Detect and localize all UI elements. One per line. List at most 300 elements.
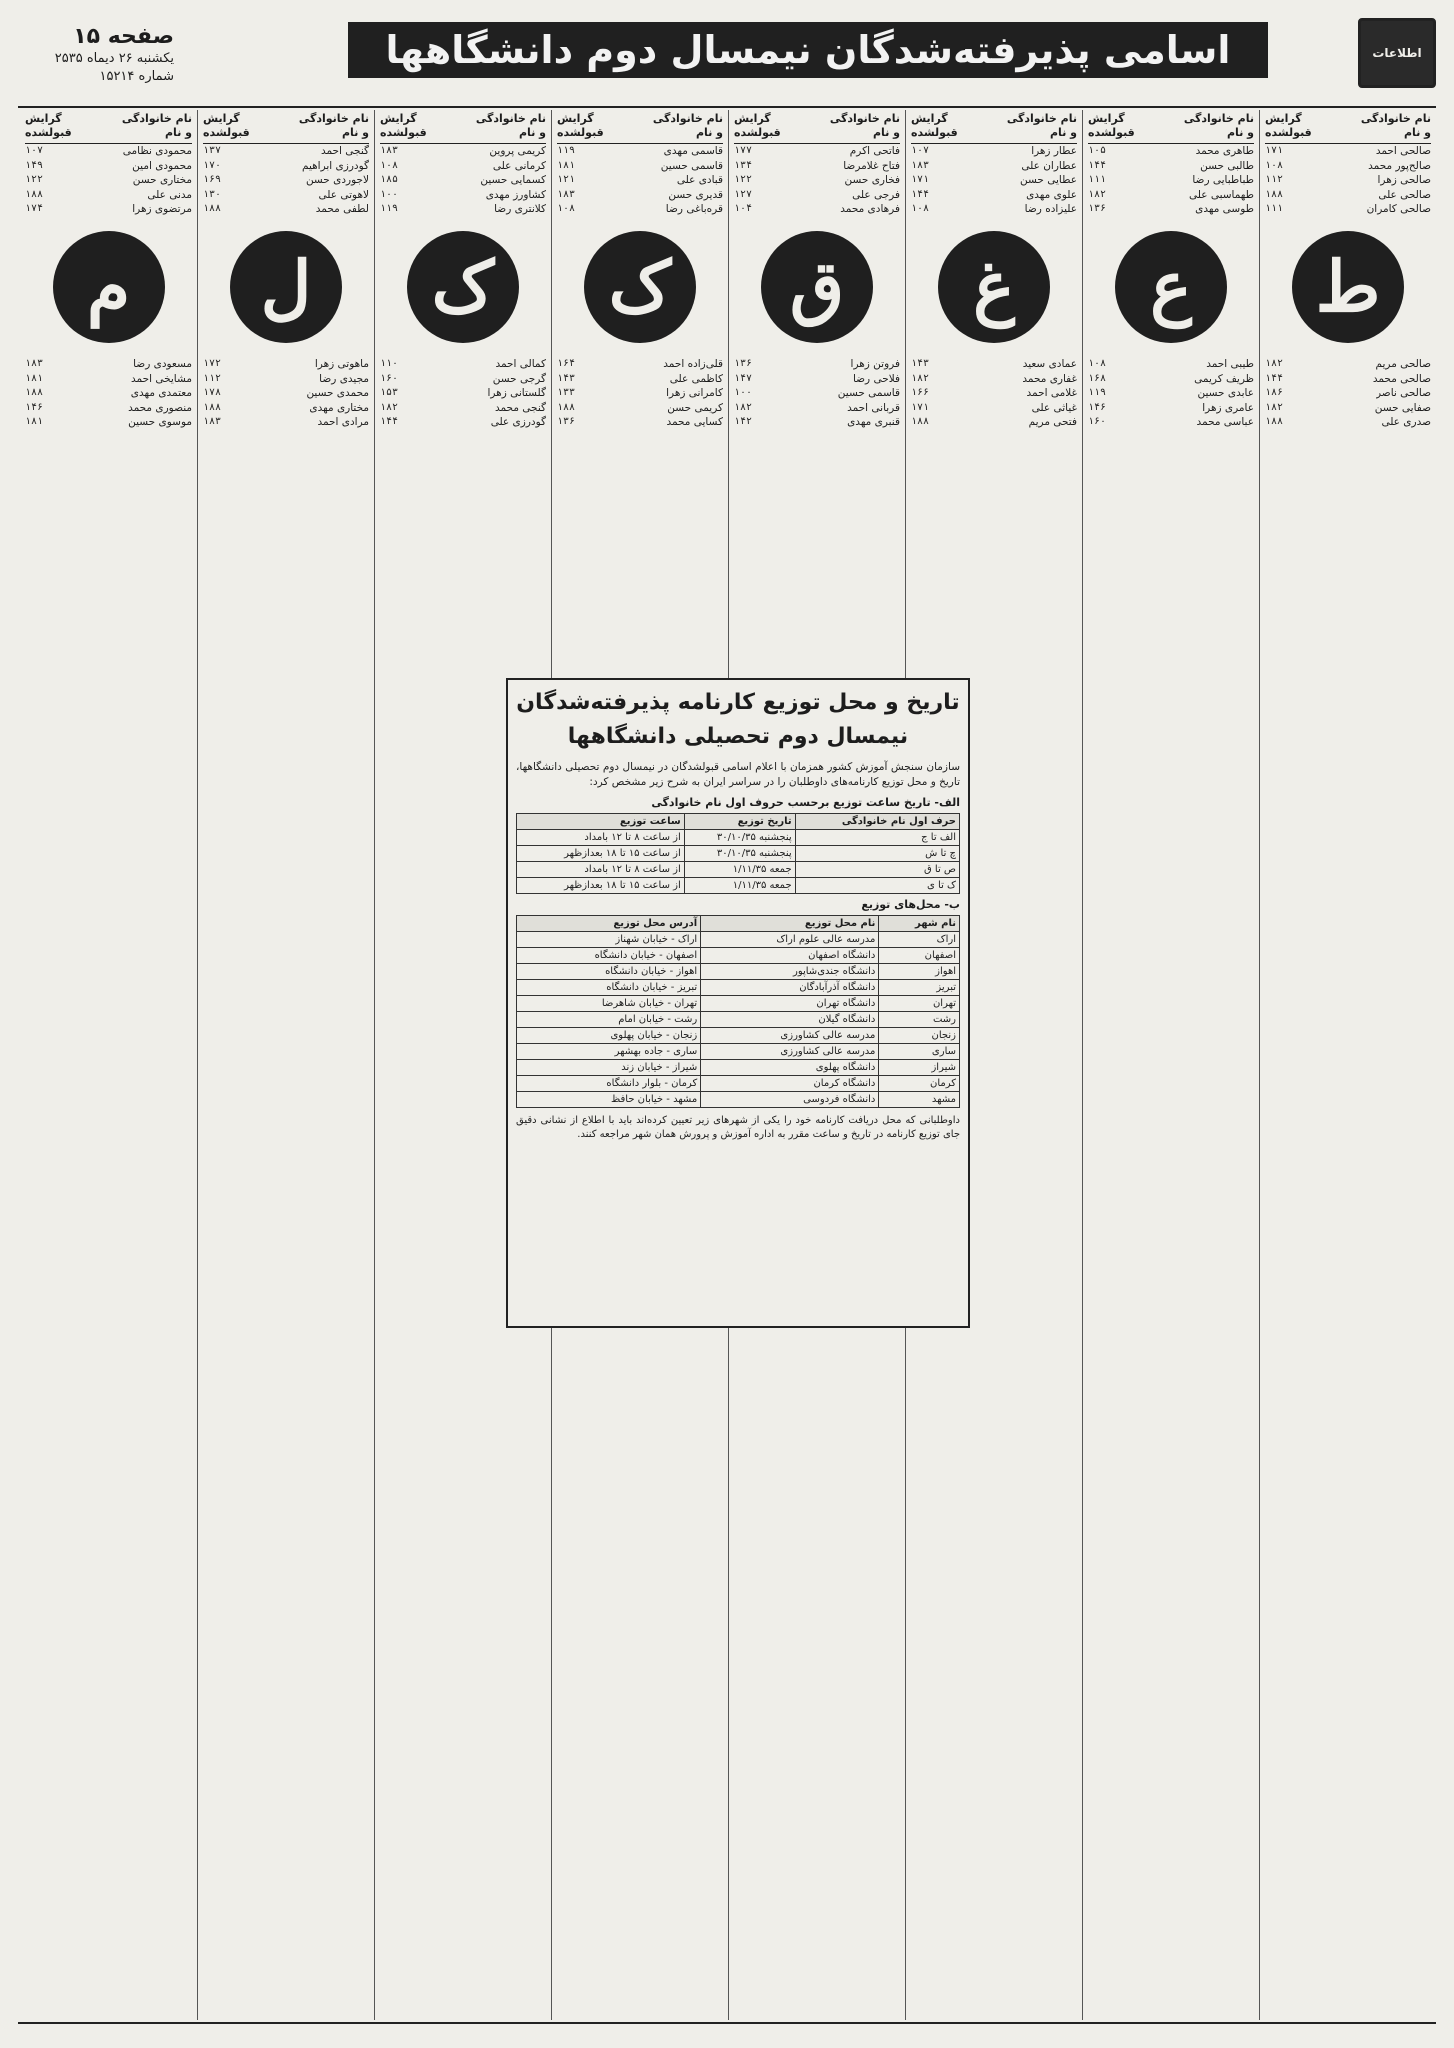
list-item <box>911 159 1077 174</box>
places-row-cell: دانشگاه اصفهان <box>701 948 879 964</box>
notice-title: تاریخ و محل توزیع کارنامه پذیرفته‌شدگان نیمسال دوم تحصیلی دانشگاهها <box>516 690 960 749</box>
column-header <box>911 110 1077 144</box>
candidate-name: قبادی علی <box>676 174 723 187</box>
field-code: ۱۴۲ <box>734 416 753 428</box>
candidate-name: محمودی نظامی <box>122 145 192 157</box>
candidate-name: صالح‌پور محمد <box>1368 159 1431 172</box>
places-row-cell: زنجان - خیابان پهلوی <box>517 1028 701 1044</box>
column-header-field: گرایش قبولشده <box>380 112 427 139</box>
newspaper-logo: اطلاعات <box>1358 18 1436 88</box>
places-row-cell: اصفهان <box>879 948 960 964</box>
list-item <box>734 202 900 217</box>
candidate-name: قدیری حسن <box>668 188 723 201</box>
candidate-name: طالبی حسن <box>1200 159 1254 172</box>
schedule-title: الف- تاریخ ساعت توزیع برحسب حروف اول نام خانوادگی <box>651 796 960 809</box>
list-item <box>1265 372 1431 387</box>
column-header-field: گرایش قبولشده <box>25 112 72 139</box>
candidate-name: عطایی حسن <box>1020 174 1077 187</box>
candidate-name: عطاران علی <box>1021 159 1077 172</box>
column-header-name: نام خانوادگی و نام <box>652 112 723 139</box>
field-code: ۱۴۶ <box>25 401 44 413</box>
field-code: ۱۸۲ <box>1265 401 1284 413</box>
field-code: ۱۸۳ <box>557 188 576 200</box>
candidate-name: فرجی علی <box>852 188 900 201</box>
list-item <box>25 372 192 387</box>
schedule-row <box>517 830 960 846</box>
field-code: ۱۳۷ <box>203 145 222 156</box>
list-item <box>557 173 723 188</box>
candidate-name: فروتن زهرا <box>850 357 900 370</box>
field-code: ۱۸۱ <box>25 416 44 428</box>
list-item <box>911 415 1077 430</box>
list-item <box>734 144 900 159</box>
schedule-row-cell: پنجشنبه ۳۰/۱۰/۳۵ <box>684 846 795 862</box>
field-code: ۱۸۸ <box>557 401 576 413</box>
column-header-name: نام خانوادگی و نام <box>829 112 900 139</box>
candidate-name: کشاورز مهدی <box>485 188 546 201</box>
field-code: ۱۶۶ <box>911 387 930 399</box>
candidate-name: مختاری مهدی <box>309 401 369 414</box>
places-row-cell: کرمان - بلوار دانشگاه <box>517 1076 701 1092</box>
field-code: ۱۰۷ <box>911 145 930 156</box>
candidate-name: عباسی محمد <box>1196 416 1254 429</box>
candidate-name: قره‌باغی رضا <box>665 203 723 216</box>
letter-badge: غ <box>938 231 1050 343</box>
list-item <box>911 173 1077 188</box>
list-item <box>203 188 369 203</box>
field-code: ۱۷۰ <box>203 159 222 171</box>
candidate-name: فرهادی محمد <box>840 203 900 216</box>
candidate-name: قاسمی مهدی <box>663 145 723 157</box>
headline: اسامی پذیرفته‌شدگان نیمسال دوم دانشگاهها <box>348 22 1268 78</box>
candidate-name: ظریف کریمی <box>1194 372 1254 385</box>
field-code: ۱۰۸ <box>1088 357 1107 369</box>
list-item <box>1265 173 1431 188</box>
candidate-name: قنبری مهدی <box>847 416 900 429</box>
schedule-table <box>516 813 960 894</box>
schedule-row-cell: از ساعت ۸ تا ۱۲ بامداد <box>517 862 685 878</box>
list-item <box>380 202 546 217</box>
column-header <box>380 110 546 144</box>
letter-badge: ع <box>1115 231 1227 343</box>
field-code: ۱۰۵ <box>1088 145 1107 156</box>
letter-badge: ل <box>230 231 342 343</box>
schedule-head-date: تاریخ توزیع <box>684 814 795 830</box>
candidate-name: قربانی احمد <box>847 401 900 414</box>
list-item <box>1265 202 1431 217</box>
list-item <box>911 202 1077 217</box>
field-code: ۱۰۸ <box>911 203 930 215</box>
column-header-name: نام خانوادگی و نام <box>121 112 192 139</box>
list-item <box>25 159 192 174</box>
candidate-name: عابدی حسین <box>1197 387 1254 400</box>
places-row <box>517 1092 960 1108</box>
places-row-cell: دانشگاه پهلوی <box>701 1060 879 1076</box>
field-code: ۱۸۸ <box>203 203 222 215</box>
places-head-address: آدرس محل توزیع <box>517 916 701 932</box>
list-item <box>1088 159 1254 174</box>
candidate-name: عمادی سعید <box>1022 357 1077 370</box>
field-code: ۱۰۴ <box>734 203 753 215</box>
candidate-name: مسعودی رضا <box>133 357 192 370</box>
schedule-row-cell: جمعه ۱/۱۱/۳۵ <box>684 878 795 894</box>
column-header <box>734 110 900 144</box>
candidate-name: گرجی حسن <box>492 372 546 385</box>
issue-date: یکشنبه ۲۶ دیماه ۲۵۳۵ <box>54 51 174 66</box>
letter-badge: ق <box>761 231 873 343</box>
candidate-name: گلستانی زهرا <box>487 387 546 400</box>
field-code: ۱۰۰ <box>380 188 399 200</box>
field-code: ۱۱۹ <box>557 145 576 156</box>
field-code: ۱۷۴ <box>25 203 44 215</box>
list-item <box>734 386 900 401</box>
field-code: ۱۱۹ <box>380 203 399 215</box>
name-column <box>1082 110 1259 2020</box>
field-code: ۱۲۷ <box>734 188 753 200</box>
candidate-name: گودرزی علی <box>490 416 546 429</box>
places-row <box>517 980 960 996</box>
places-row-cell: زنجان <box>879 1028 960 1044</box>
field-code: ۱۶۰ <box>1088 416 1107 428</box>
schedule-row-cell: ص تا ق <box>795 862 959 878</box>
list-item <box>203 173 369 188</box>
column-header <box>1088 110 1254 144</box>
places-row-cell: رشت - خیابان امام <box>517 1012 701 1028</box>
issue-number: شماره ۱۵۲۱۴ <box>99 69 174 84</box>
list-item <box>380 173 546 188</box>
places-row-cell: تبریز <box>879 980 960 996</box>
candidate-name: فاتحی اکرم <box>849 145 900 157</box>
list-item <box>734 357 900 372</box>
field-code: ۱۰۸ <box>380 159 399 171</box>
list-item <box>25 415 192 430</box>
field-code: ۱۰۰ <box>734 387 753 399</box>
list-item <box>911 386 1077 401</box>
list-item <box>911 372 1077 387</box>
candidate-name: طوسی مهدی <box>1195 203 1254 216</box>
field-code: ۱۴۴ <box>911 188 930 200</box>
places-row <box>517 996 960 1012</box>
masthead <box>18 18 1436 110</box>
candidate-name: فتاح غلامرضا <box>843 159 900 172</box>
letter-badge: م <box>53 231 165 343</box>
list-item <box>1088 372 1254 387</box>
letter-badge: ک <box>407 231 519 343</box>
candidate-name: گنجی احمد <box>320 145 369 157</box>
list-item <box>203 386 369 401</box>
places-row <box>517 948 960 964</box>
field-code: ۱۴۴ <box>1088 159 1107 171</box>
list-item <box>1088 173 1254 188</box>
list-item <box>1088 202 1254 217</box>
column-header-field: گرایش قبولشده <box>1265 112 1312 139</box>
places-row <box>517 932 960 948</box>
list-item <box>1265 357 1431 372</box>
field-code: ۱۸۳ <box>25 357 44 369</box>
field-code: ۱۴۳ <box>557 372 576 384</box>
page-meta <box>24 24 174 86</box>
footer-rule <box>18 2022 1436 2024</box>
candidate-name: صالحی ناصر <box>1375 387 1431 400</box>
field-code: ۱۷۱ <box>911 174 930 186</box>
candidate-name: طیبی احمد <box>1206 357 1254 370</box>
candidate-name: کریمی حسن <box>667 401 723 414</box>
list-item <box>203 159 369 174</box>
masthead-rule <box>18 106 1436 108</box>
field-code: ۱۴۴ <box>380 416 399 428</box>
field-code: ۱۱۲ <box>203 372 222 384</box>
candidate-name: موسوی حسین <box>128 416 192 429</box>
column-header-name: نام خانوادگی و نام <box>1183 112 1254 139</box>
field-code: ۱۱۰ <box>380 357 399 369</box>
list-item <box>1265 415 1431 430</box>
field-code: ۱۴۴ <box>1265 372 1284 384</box>
candidate-name: قلی‌زاده احمد <box>663 357 723 370</box>
list-item <box>557 357 723 372</box>
candidate-name: کرمانی علی <box>492 159 546 172</box>
column-header <box>1265 110 1431 144</box>
column-header-field: گرایش قبولشده <box>203 112 250 139</box>
places-row-cell: دانشگاه گیلان <box>701 1012 879 1028</box>
field-code: ۱۳۶ <box>734 357 753 369</box>
candidate-name: فتحی مریم <box>1028 416 1077 429</box>
candidate-name: عطار زهرا <box>1031 145 1077 157</box>
list-item <box>911 357 1077 372</box>
candidate-name: گنجی محمد <box>494 401 546 414</box>
field-code: ۱۳۴ <box>734 159 753 171</box>
places-row-cell: رشت <box>879 1012 960 1028</box>
schedule-row-cell: الف تا ج <box>795 830 959 846</box>
candidate-name: محمودی امین <box>132 159 192 172</box>
field-code: ۱۸۵ <box>380 174 399 186</box>
places-row-cell: دانشگاه آذرآبادگان <box>701 980 879 996</box>
field-code: ۱۱۱ <box>1265 203 1284 215</box>
field-code: ۱۸۸ <box>25 188 44 200</box>
candidate-name: صالحی کامران <box>1366 203 1431 216</box>
column-header <box>203 110 369 144</box>
schedule-row-cell: پنجشنبه ۳۰/۱۰/۳۵ <box>684 830 795 846</box>
candidate-name: صالحی احمد <box>1375 145 1431 157</box>
candidate-name: صالحی محمد <box>1372 372 1431 385</box>
field-code: ۱۲۲ <box>734 174 753 186</box>
list-item <box>1088 415 1254 430</box>
list-item <box>734 401 900 416</box>
schedule-head-letter: حرف اول نام خانوادگی <box>795 814 959 830</box>
field-code: ۱۱۹ <box>1088 387 1107 399</box>
field-code: ۱۱۱ <box>1088 174 1107 186</box>
list-item <box>380 401 546 416</box>
list-item <box>1088 357 1254 372</box>
candidate-name: منصوری محمد <box>128 401 192 414</box>
list-item <box>25 401 192 416</box>
list-item <box>203 415 369 430</box>
places-row-cell: مشهد - خیابان حافظ <box>517 1092 701 1108</box>
places-row-cell: تهران - خیابان شاهرضا <box>517 996 701 1012</box>
list-item <box>734 372 900 387</box>
field-code: ۱۸۲ <box>911 372 930 384</box>
field-code: ۱۸۸ <box>203 401 222 413</box>
schedule-row-cell: چ تا ش <box>795 846 959 862</box>
column-header-field: گرایش قبولشده <box>1088 112 1135 139</box>
list-item <box>557 188 723 203</box>
field-code: ۱۱۲ <box>1265 174 1284 186</box>
schedule-row-cell: از ساعت ۱۵ تا ۱۸ بعدازظهر <box>517 846 685 862</box>
candidate-name: محمدی حسین <box>306 387 369 400</box>
candidate-name: طاهری محمد <box>1195 145 1254 157</box>
field-code: ۱۸۱ <box>557 159 576 171</box>
candidate-name: ماهوتی زهرا <box>314 357 369 370</box>
list-item <box>25 202 192 217</box>
field-code: ۱۸۲ <box>380 401 399 413</box>
field-code: ۱۷۲ <box>203 357 222 369</box>
list-item <box>557 415 723 430</box>
field-code: ۱۲۱ <box>557 174 576 186</box>
field-code: ۱۸۸ <box>1265 188 1284 200</box>
places-row-cell: کرمان <box>879 1076 960 1092</box>
candidate-name: علوی مهدی <box>1026 188 1077 201</box>
places-row <box>517 1012 960 1028</box>
list-item <box>557 144 723 159</box>
list-item <box>911 401 1077 416</box>
list-item <box>380 386 546 401</box>
field-code: ۱۰۸ <box>557 203 576 215</box>
list-item <box>557 386 723 401</box>
field-code: ۱۴۹ <box>25 159 44 171</box>
candidate-name: کمالی احمد <box>495 357 546 370</box>
list-item <box>557 202 723 217</box>
candidate-name: فلاحی رضا <box>852 372 900 385</box>
column-header-field: گرایش قبولشده <box>911 112 958 139</box>
field-code: ۱۰۷ <box>25 145 44 156</box>
candidate-name: صالحی زهرا <box>1377 174 1431 187</box>
notice-intro: سازمان سنجش آموزش کشور همزمان با اعلام اسامی قبولشدگان در نیمسال دوم تحصیلی دانشگاهها، تاریخ و محل توزیع کارنامه‌های داوطلبان را در سراسر ایران به شرح زیر مشخص کرد: <box>516 761 960 788</box>
field-code: ۱۸۶ <box>1265 387 1284 399</box>
name-column <box>20 110 197 2020</box>
field-code: ۱۸۲ <box>734 401 753 413</box>
candidate-name: عامری زهرا <box>1202 401 1254 414</box>
places-row-cell: مدرسه عالی کشاورزی <box>701 1028 879 1044</box>
column-header-field: گرایش قبولشده <box>557 112 604 139</box>
field-code: ۱۴۳ <box>911 357 930 369</box>
field-code: ۱۸۸ <box>911 416 930 428</box>
field-code: ۱۴۶ <box>1088 401 1107 413</box>
schedule-row <box>517 878 960 894</box>
places-row-cell: ساری <box>879 1044 960 1060</box>
list-item <box>734 415 900 430</box>
list-item <box>203 372 369 387</box>
list-item <box>1265 401 1431 416</box>
list-item <box>380 188 546 203</box>
candidate-name: کامرانی زهرا <box>666 387 723 400</box>
list-item <box>734 173 900 188</box>
list-item <box>557 159 723 174</box>
field-code: ۱۷۸ <box>203 387 222 399</box>
field-code: ۱۸۱ <box>25 372 44 384</box>
page-number: صفحه ۱۵ <box>73 24 174 49</box>
field-code: ۱۸۸ <box>1265 416 1284 428</box>
list-item <box>1088 386 1254 401</box>
places-row-cell: تبریز - خیابان دانشگاه <box>517 980 701 996</box>
list-item <box>25 173 192 188</box>
places-row <box>517 1060 960 1076</box>
field-code: ۱۳۶ <box>1088 203 1107 215</box>
list-item <box>203 144 369 159</box>
field-code: ۱۳۶ <box>557 416 576 428</box>
list-item <box>203 357 369 372</box>
list-item <box>1265 188 1431 203</box>
letter-badge: ط <box>1292 231 1404 343</box>
list-item <box>25 386 192 401</box>
column-header <box>557 110 723 144</box>
list-item <box>203 401 369 416</box>
list-item <box>380 144 546 159</box>
candidate-name: فخاری حسن <box>844 174 900 187</box>
list-item <box>1265 386 1431 401</box>
candidate-name: کلانتری رضا <box>494 203 546 216</box>
column-header-name: نام خانوادگی و نام <box>475 112 546 139</box>
field-code: ۱۸۳ <box>203 416 222 428</box>
field-code: ۱۶۸ <box>1088 372 1107 384</box>
places-row <box>517 1076 960 1092</box>
schedule-row-cell: از ساعت ۱۵ تا ۱۸ بعدازظهر <box>517 878 685 894</box>
candidate-name: مرادی احمد <box>317 416 369 429</box>
field-code: ۱۷۱ <box>911 401 930 413</box>
places-row <box>517 964 960 980</box>
column-header-name: نام خانوادگی و نام <box>1360 112 1431 139</box>
places-row-cell: شیراز - خیابان زند <box>517 1060 701 1076</box>
places-table <box>516 915 960 1108</box>
field-code: ۱۳۳ <box>557 387 576 399</box>
column-header <box>25 110 192 144</box>
field-code: ۱۷۷ <box>734 145 753 156</box>
list-item <box>557 372 723 387</box>
candidate-name: طباطبایی رضا <box>1192 174 1254 187</box>
field-code: ۱۸۳ <box>380 145 399 156</box>
list-item <box>1088 144 1254 159</box>
places-row <box>517 1044 960 1060</box>
places-row-cell: دانشگاه جندی‌شاپور <box>701 964 879 980</box>
field-code: ۱۷۱ <box>1265 145 1284 156</box>
schedule-row-cell: ک تا ی <box>795 878 959 894</box>
places-head-place: نام محل توزیع <box>701 916 879 932</box>
column-header-field: گرایش قبولشده <box>734 112 781 139</box>
list-item <box>1088 401 1254 416</box>
candidate-name: گودرزی ابراهیم <box>301 159 369 172</box>
list-item <box>1088 188 1254 203</box>
places-row-cell: اهواز <box>879 964 960 980</box>
schedule-row <box>517 846 960 862</box>
list-item <box>380 357 546 372</box>
candidate-name: غلامی احمد <box>1026 387 1077 400</box>
places-row-cell: تهران <box>879 996 960 1012</box>
candidate-name: طهماسبی علی <box>1188 188 1254 201</box>
places-head-city: نام شهر <box>879 916 960 932</box>
notice-footer: داوطلبانی که محل دریافت کارنامه خود را یکی از شهرهای زیر تعیین کرده‌اند باید با اطلاع از نشانی دقیق جای توزیع کارنامه در تاریخ و ساعت مقرر به اداره آموزش و پرورش همان شهر مراجعه کنند. <box>516 1115 960 1140</box>
column-header-name: نام خانوادگی و نام <box>298 112 369 139</box>
candidate-name: قاسمی حسین <box>660 159 723 172</box>
candidate-name: غیاثی علی <box>1031 401 1077 414</box>
places-row-cell: اصفهان - خیابان دانشگاه <box>517 948 701 964</box>
list-item <box>380 159 546 174</box>
newspaper-page <box>18 12 1436 2036</box>
places-row-cell: مشهد <box>879 1092 960 1108</box>
candidate-name: مدنی علی <box>147 188 192 201</box>
list-item <box>380 372 546 387</box>
schedule-row-cell: از ساعت ۸ تا ۱۲ بامداد <box>517 830 685 846</box>
list-item <box>25 188 192 203</box>
candidate-name: علیزاده رضا <box>1024 203 1077 216</box>
places-row-cell: اراک <box>879 932 960 948</box>
